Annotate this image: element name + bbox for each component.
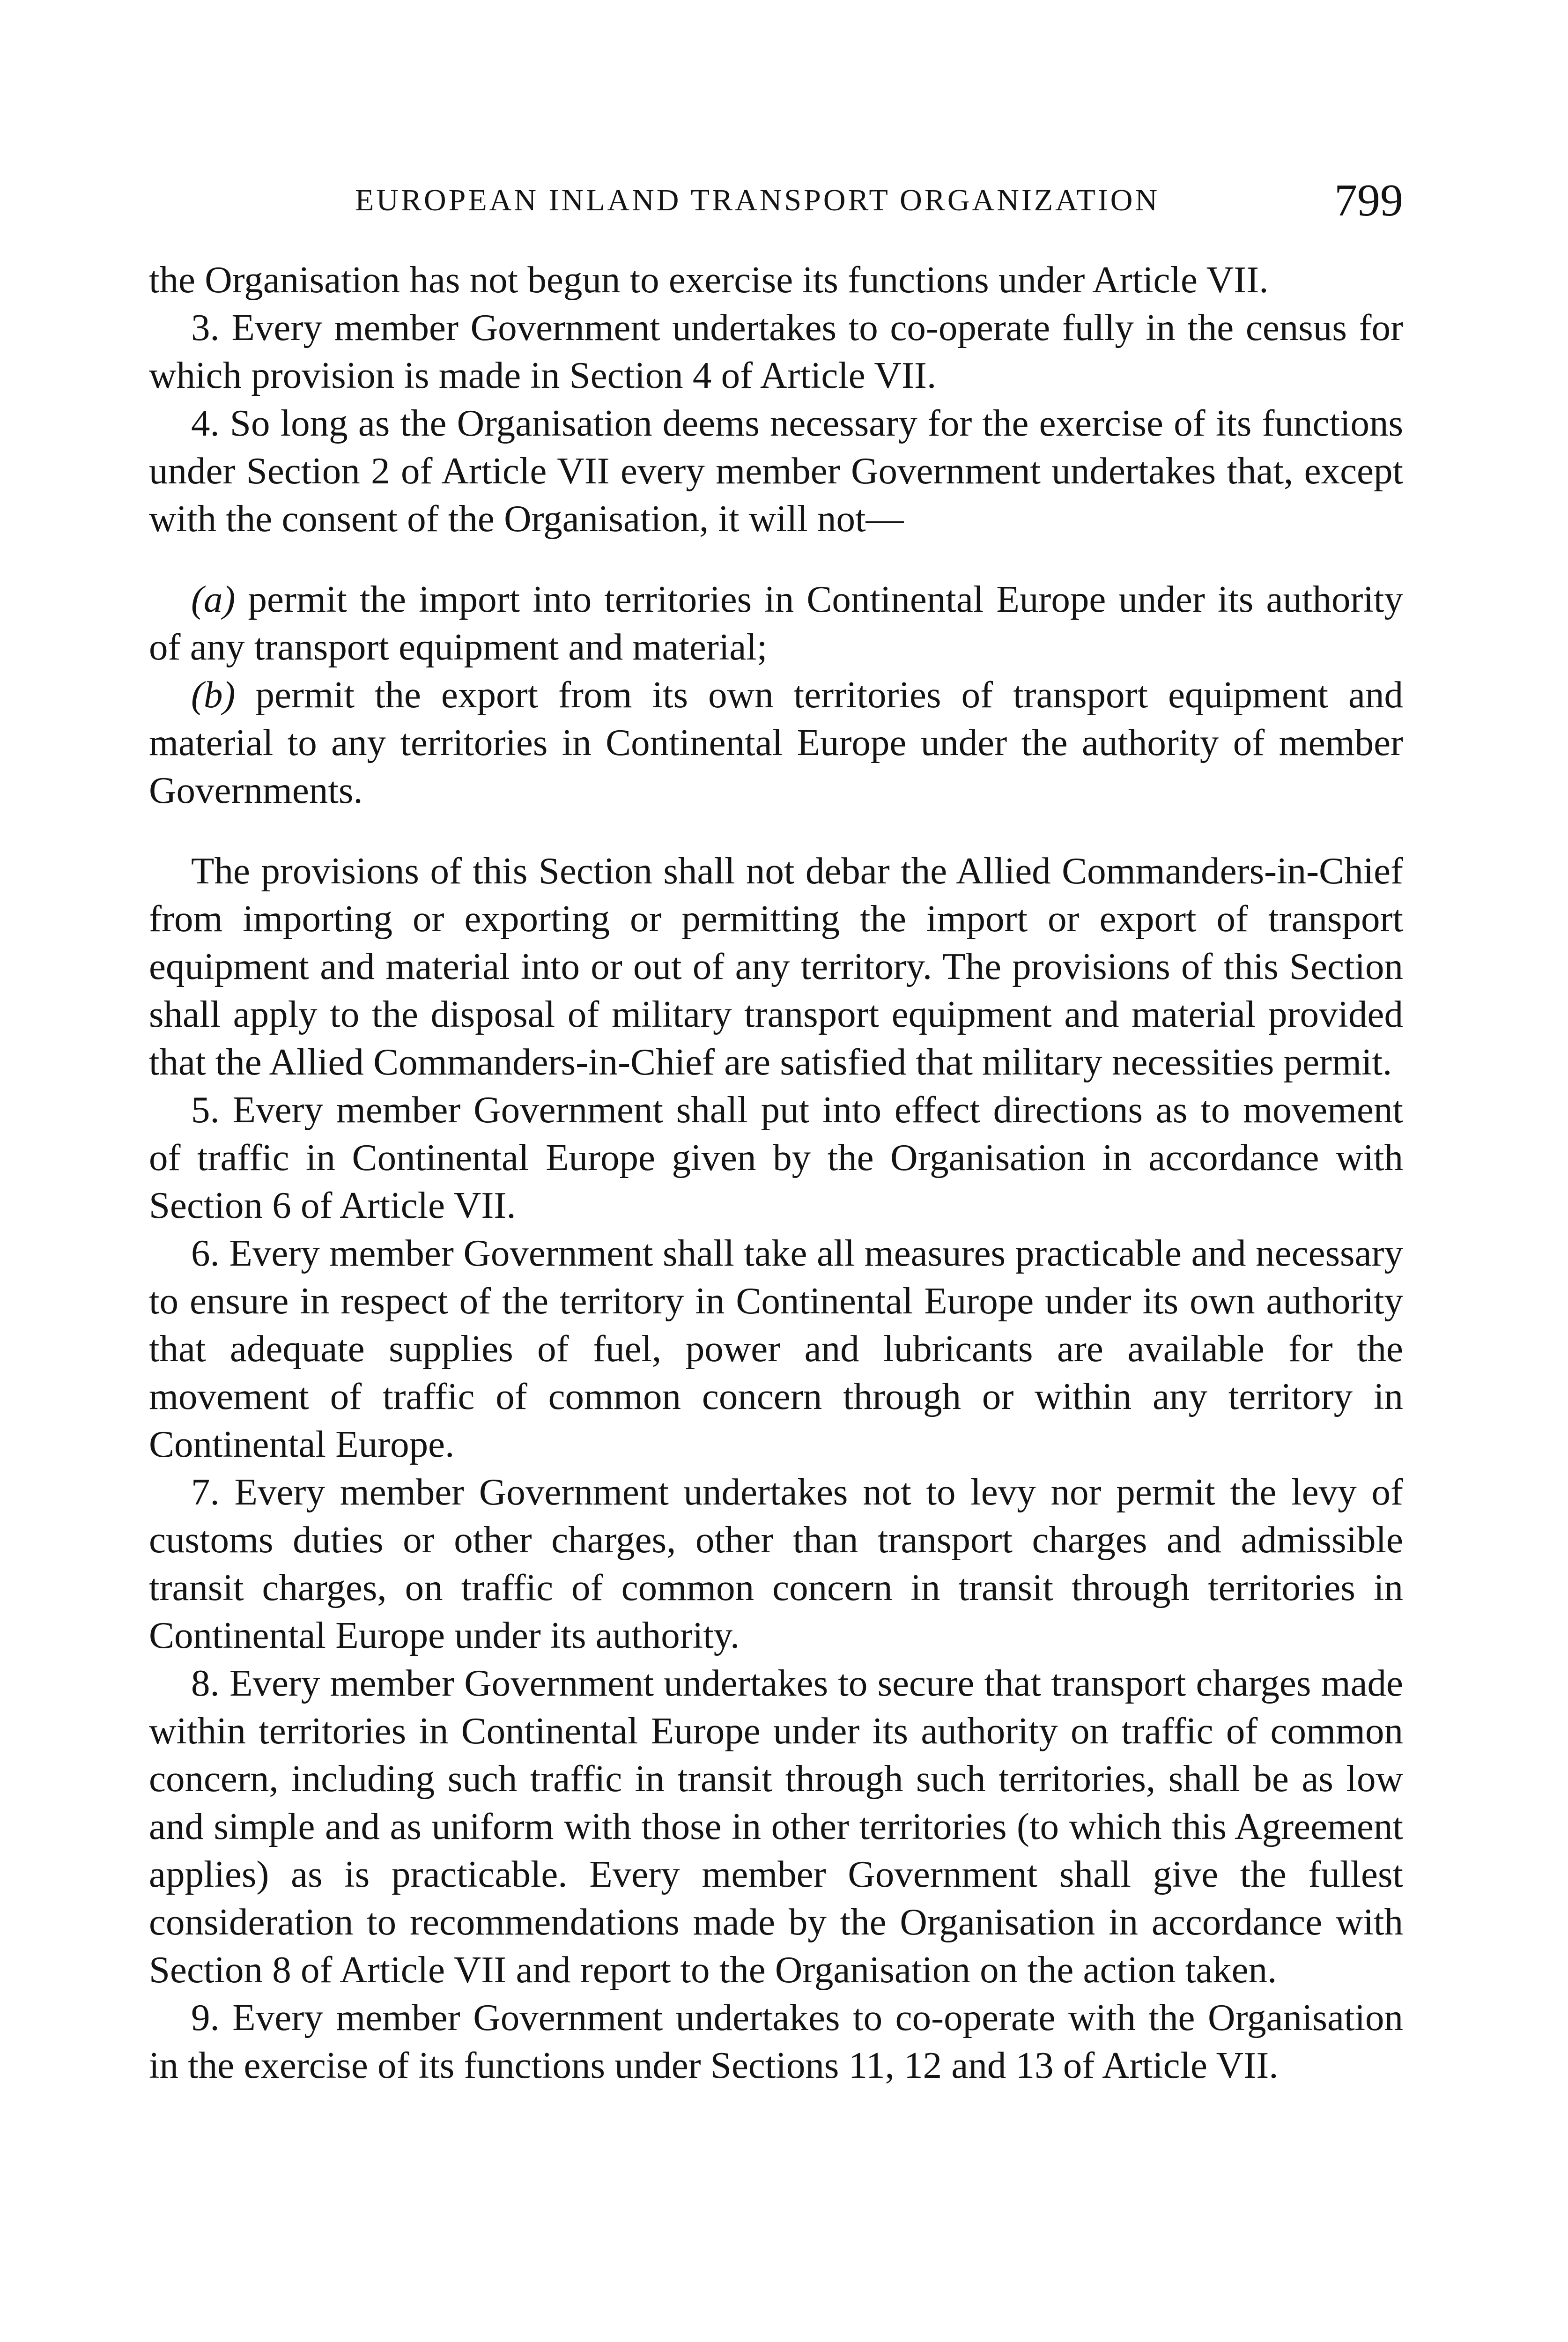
paragraph-item-4-provisions: The provisions of this Section shall not debar the Allied Commanders-in-Chief from importing or exporting or permitting the import or export of transport equipment and material into or out of any territory. The provisions of this Section shall apply to the disposal of military transport equipment and material provided that the Allied Commanders-in-Chief are satisfied that military necessities permit. [149, 850, 1403, 1083]
clause-b-text: permit the export from its own territories of transport equipment and material to any territories in Continental Europe under the authority of member Governments. [149, 674, 1404, 811]
body-text [149, 256, 1403, 2089]
paragraph-item-5: 5. Every member Government shall put into effect directions as to movement of traffic in Continental Europe given by the Organisation in accordance with Section 6 of Article VII. [149, 1089, 1403, 1226]
paragraph-item-3: 3. Every member Government undertakes to co-operate fully in the census for which provision is made in Section 4 of Article VII. [149, 306, 1403, 396]
continuation-paragraph: the Organisation has not begun to exercise its functions under Article VII. [149, 259, 1269, 301]
running-header [149, 174, 1403, 226]
document-page [149, 0, 1403, 2342]
running-title: EUROPEAN INLAND TRANSPORT ORGANIZATION [355, 183, 1160, 217]
paragraph-item-6: 6. Every member Government shall take all measures practicable and necessary to ensure in respect of the territory in Continental Europe under its own authority that adequate supplies of fuel, power and lubricants are available for the movement of traffic of common concern through or within any territory in Continental Europe. [149, 1232, 1403, 1465]
clause-b [149, 671, 1403, 814]
paragraph-item-7: 7. Every member Government undertakes not to levy nor permit the levy of customs duties or other charges, other than transport charges and admissible transit charges, on traffic of common concern in transit through territories in Continental Europe under its authority. [149, 1471, 1403, 1656]
clause-a-text: permit the import into territories in Continental Europe under its authority of any transport equipment and material; [149, 578, 1403, 668]
paragraph-item-4-intro: 4. So long as the Organisation deems necessary for the exercise of its functions under Section 2 of Article VII every member Government undertakes that, except with the consent of the Organisation, it will not— [149, 402, 1403, 540]
paragraph-item-8: 8. Every member Government undertakes to secure that transport charges made within territories in Continental Europe under its authority on traffic of common concern, including such traffic in transit through such territories, shall be as low and simple and as uniform with those in other territories (to which this Agreement applies) as is practicable. Every member Government shall give the fullest consideration to recommendations made by the Organisation in accordance with Section 8 of Article VII and report to the Organisation on the action taken. [149, 1662, 1403, 1991]
clause-b-letter: (b) [191, 674, 236, 716]
page-number: 799 [1334, 175, 1403, 226]
clause-a-letter: (a) [191, 578, 236, 620]
clause-a [149, 575, 1403, 671]
paragraph-item-9: 9. Every member Government undertakes to co-operate with the Organisation in the exercise of its functions under Sections 11, 12 and 13 of Article VII. [149, 1996, 1403, 2086]
